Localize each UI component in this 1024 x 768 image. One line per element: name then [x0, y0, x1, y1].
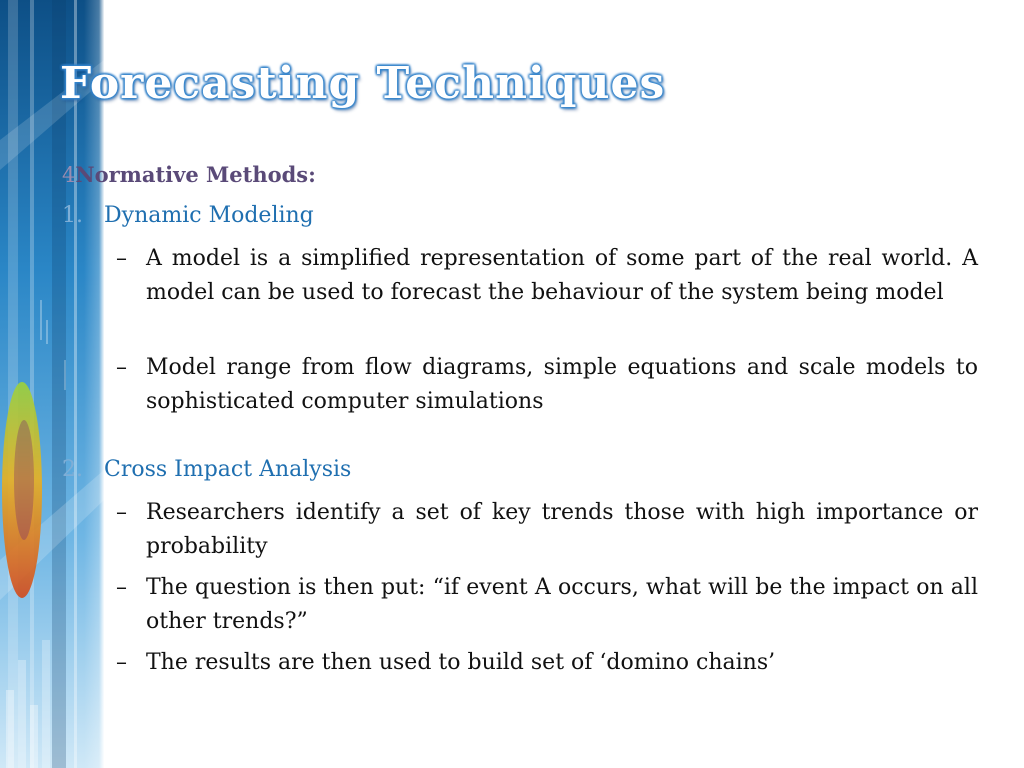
side-art-graphic	[0, 0, 104, 768]
bullet-dash: –	[116, 575, 127, 600]
bullet-item	[116, 571, 978, 639]
bullet-text: The results are then used to build set of ‘domino chains’	[146, 650, 776, 675]
bullet-dash: –	[116, 500, 127, 525]
bullet-dash: –	[116, 355, 127, 380]
bullet-item	[116, 242, 978, 310]
section-number: 4	[62, 163, 76, 187]
item-heading-cross-impact-analysis	[62, 457, 351, 482]
bullet-item	[116, 646, 978, 680]
slide-title: Forecasting Techniques	[60, 58, 666, 109]
section-label: Normative Methods:	[75, 162, 316, 187]
bullet-dash: –	[116, 650, 127, 675]
bullet-text: Researchers identify a set of key trends those with high importance or probability	[146, 500, 978, 559]
item-heading-dynamic-modeling	[62, 203, 314, 228]
section-heading	[62, 162, 316, 187]
bullet-item	[116, 351, 978, 419]
item-heading-label: Dynamic Modeling	[104, 203, 314, 228]
item-number: 2.	[62, 457, 83, 482]
bullet-text: A model is a simplified representation of some part of the real world. A model can be used to forecast the behaviour of the system being model	[146, 246, 978, 305]
item-heading-label: Cross Impact Analysis	[104, 457, 352, 482]
bullet-dash: –	[116, 246, 127, 271]
item-number: 1.	[62, 203, 83, 228]
bullet-item	[116, 496, 978, 564]
bullet-text: The question is then put: “if event A occurs, what will be the impact on all other trends?”	[146, 575, 978, 634]
decorative-side-art	[0, 0, 104, 768]
bullet-text: Model range from flow diagrams, simple equations and scale models to sophisticated computer simulations	[146, 355, 978, 414]
